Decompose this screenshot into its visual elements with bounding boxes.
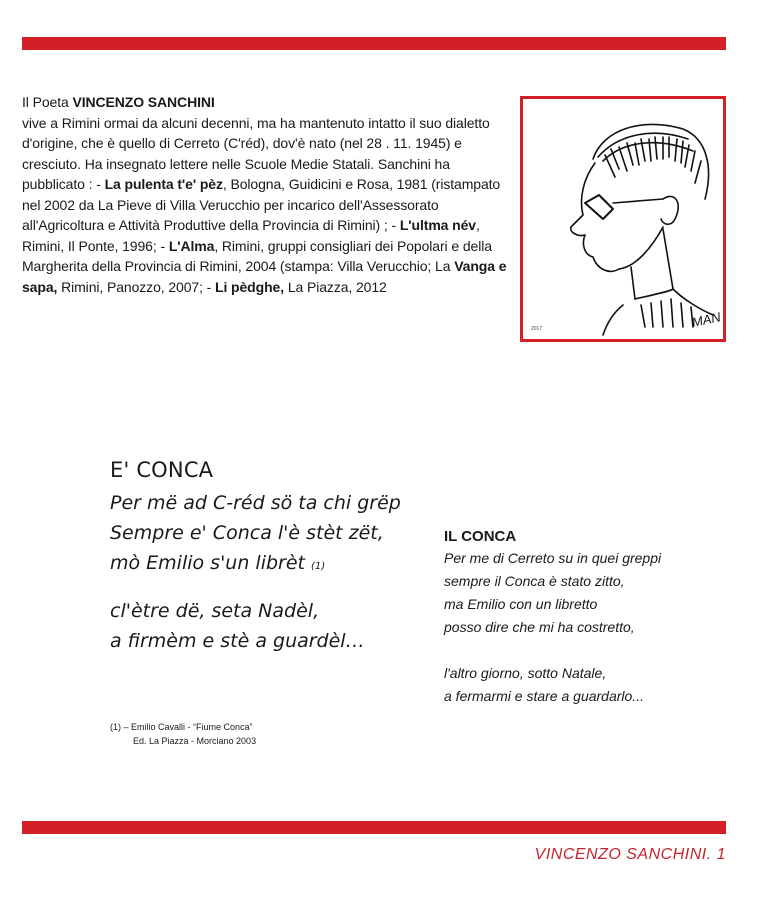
book-title: L'ultma név: [399, 217, 476, 233]
verse-line: a fermarmi e stare a guardarlo...: [444, 688, 644, 704]
footnote-line: Ed. La Piazza - Morciano 2003: [133, 736, 257, 746]
book-title: La pulenta t'e' pèz: [104, 176, 223, 192]
footnote: [110, 720, 256, 748]
dialect-stanza-2: [110, 596, 430, 656]
artist-signature: MAN: [690, 309, 722, 330]
poet-biography: [22, 92, 512, 297]
dialect-poem-title: E' CONCA: [110, 458, 214, 482]
footnote-line: (1) – Emilio Cavalli - “Fiume Conca”: [110, 722, 253, 732]
book-title: L'Alma: [168, 237, 215, 254]
verse-line: Per me di Cerreto su in quei greppi: [444, 550, 662, 566]
poet-name: VINCENZO SANCHINI: [72, 94, 215, 110]
dialect-stanza-1: [110, 488, 430, 582]
verse-line: a firmèm e stè a guardèl…: [110, 630, 365, 652]
verse-line: ma Emilio con un libretto: [444, 596, 598, 612]
verse-line: mò Emilio s'un librèt (1): [110, 552, 326, 574]
italian-translation: [444, 528, 734, 708]
book-title: Vanga e sapa,: [22, 258, 507, 295]
stanza-gap: [444, 639, 734, 662]
caricature-portrait: [520, 96, 726, 342]
page-footer: VINCENZO SANCHINI. 1: [534, 846, 726, 863]
top-red-bar: [22, 37, 726, 50]
verse-line: Per më ad C-réd sö ta chi grëp: [110, 492, 401, 514]
footnote-marker: (1): [311, 561, 326, 572]
verse-line: Sempre e' Conca l'è stèt zët,: [110, 522, 384, 544]
portrait-year: 2017: [531, 326, 543, 332]
book-title: Li pèdghe,: [215, 278, 285, 295]
caricature-drawing: [523, 99, 723, 339]
verse-line: posso dire che mi ha costretto,: [444, 619, 635, 635]
verse-line: sempre il Conca è stato zitto,: [444, 573, 625, 589]
verse-line: cl'ètre dë, seta Nadèl,: [110, 600, 320, 622]
italian-poem-title: IL CONCA: [444, 528, 517, 545]
verse-line: l'altro giorno, sotto Natale,: [444, 665, 607, 681]
biography-heading: Il Poeta VINCENZO SANCHINI: [22, 94, 215, 110]
biography-text: vive a Rimini ormai da alcuni decenni, ma ha mantenuto intatto il suo dialetto d'origine, che è quello di Cerreto (C'réd), dov'è nato (nel 28 . 11. 1945) e cresciuto. Ha insegnato lettere nelle Scuole Medie Statali. Sanchini ha pubblicato : - La pulenta t'e' pèz, Bologna, Guidicini e Rosa, 1981 (ristampato nel 2002 da La Pieve di Villa Verucchio per incarico dell'Assessorato all'Agricoltura e Attività Produttive della Provincia di Rimini) ; - L'ultma név, Rimini, Il Ponte, 1996; - L'Alma, Rimini, gruppi consigliari dei Popolari e della Margherita della Provincia di Rimini, 2004 (stampa: Villa Verucchio; La Vanga e sapa, Rimini, Panozzo, 2007; - Li pèdghe, La Piazza, 2012: [22, 114, 507, 295]
bottom-red-bar: [22, 821, 726, 834]
dialect-poem: [110, 458, 430, 670]
